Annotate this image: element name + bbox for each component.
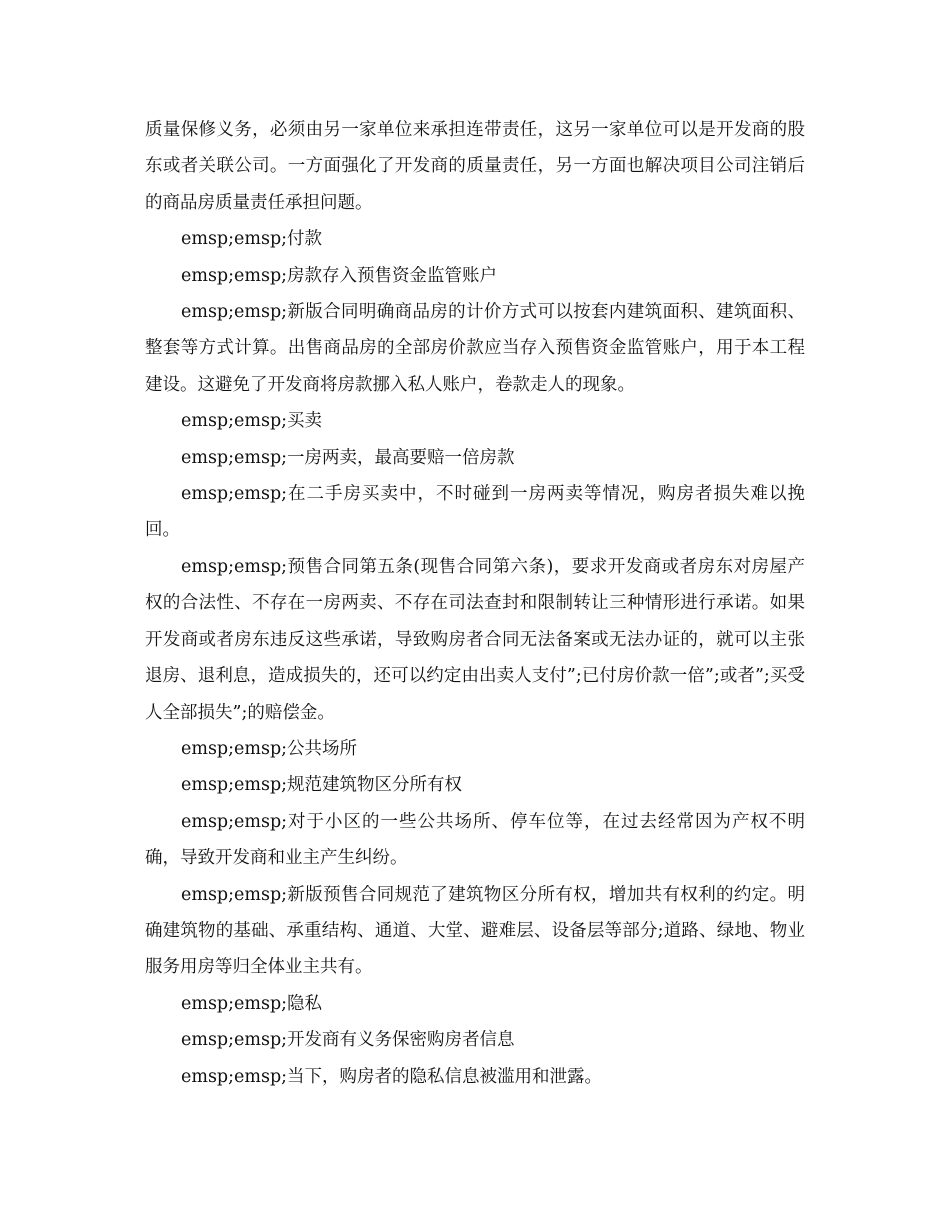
paragraph: emsp;emsp;新版预售合同规范了建筑物区分所有权，增加共有权利的约定。明确建筑物的基础、承重结构、通道、大堂、避难层、设备层等部分;道路、绿地、物业服务用房等归全体业主共有。 <box>145 884 805 978</box>
paragraph: emsp;emsp;在二手房买卖中，不时碰到一房两卖等情况，购房者损失难以挽回。 <box>145 484 805 541</box>
section-subheading: emsp;emsp;开发商有义务保密购房者信息 <box>181 1030 515 1051</box>
paragraph: emsp;emsp;预售合同第五条(现售合同第六条)，要求开发商或者房东对房屋产权的合法性、不存在一房两卖、不存在司法查封和限制转让三种情形进行承诺。如果开发商或者房东违反这些承诺，导致购房者合同无法备案或无法办证的，就可以主张退房、退利息，造成损失的，还可以约定由出卖人支付”;已付房价款一倍”;或者”;买受人全部损失”;的赔偿金。 <box>145 556 805 723</box>
section-subheading: emsp;emsp;房款存入预售资金监管账户 <box>181 265 498 286</box>
paragraph: emsp;emsp;新版合同明确商品房的计价方式可以按套内建筑面积、建筑面积、整套等方式计算。出售商品房的全部房价款应当存入预售资金监管账户，用于本工程建设。这避免了开发商将房款挪入私人账户，卷款走人的现象。 <box>145 302 805 395</box>
document-body <box>145 112 805 1095</box>
section-subheading: emsp;emsp;规范建筑物区分所有权 <box>181 775 463 796</box>
section-heading-privacy: emsp;emsp;隐私 <box>181 993 323 1014</box>
paragraph: emsp;emsp;当下，购房者的隐私信息被滥用和泄露。 <box>181 1066 603 1087</box>
paragraph: emsp;emsp;对于小区的一些公共场所、停车位等，在过去经常因为产权不明确，导致开发商和业主产生纠纷。 <box>145 811 805 869</box>
section-heading-sale: emsp;emsp;买卖 <box>181 411 323 432</box>
section-heading-payment: emsp;emsp;付款 <box>181 229 323 250</box>
section-heading-public-places: emsp;emsp;公共场所 <box>181 738 358 759</box>
paragraph: 质量保修义务，必须由另一家单位来承担连带责任，这另一家单位可以是开发商的股东或者关联公司。一方面强化了开发商的质量责任，另一方面也解决项目公司注销后的商品房质量责任承担问题。 <box>145 120 805 213</box>
section-subheading: emsp;emsp;一房两卖，最高要赔一倍房款 <box>181 447 515 468</box>
